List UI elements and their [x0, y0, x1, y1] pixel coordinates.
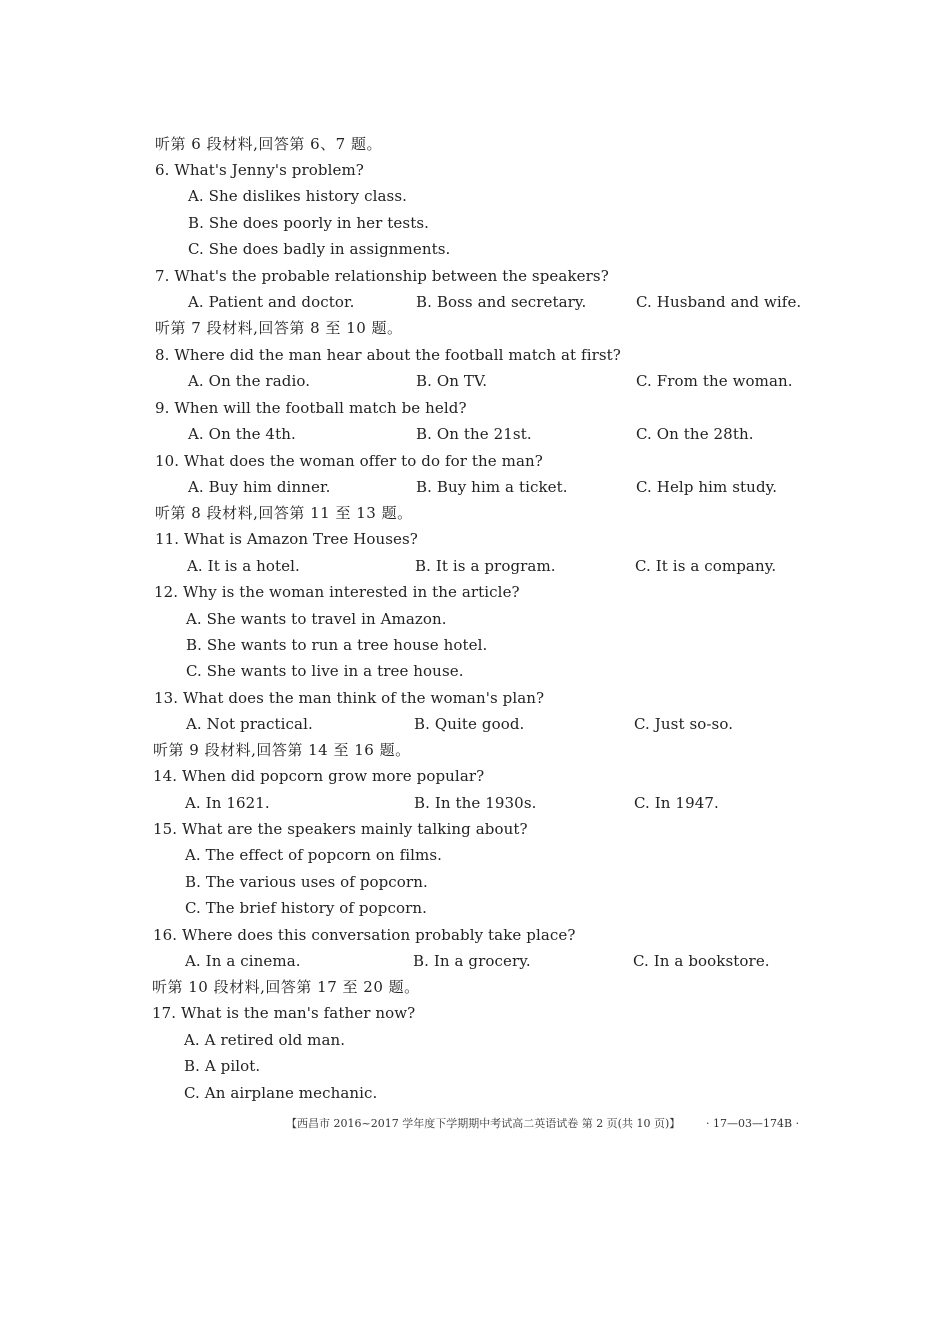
question-11-stem: 11. What is Amazon Tree Houses?: [155, 530, 418, 548]
question-11-option-a: A. It is a hotel.: [187, 557, 300, 575]
question-13-option-c: C. Just so-so.: [634, 715, 734, 733]
question-15-option-c: C. The brief history of popcorn.: [185, 899, 427, 917]
question-11-options: [0, 554, 950, 578]
question-14-option-b: B. In the 1930s.: [414, 794, 537, 812]
question-10-option-b: B. Buy him a ticket.: [416, 478, 568, 496]
question-12-option-b: B. She wants to run a tree house hotel.: [186, 636, 488, 654]
question-14-option-c: C. In 1947.: [634, 794, 719, 812]
question-17-option-a: A. A retired old man.: [184, 1031, 346, 1049]
question-16-option-a: A. In a cinema.: [185, 952, 301, 970]
question-10-option-c: C. Help him study.: [636, 478, 778, 496]
question-7-option-a: A. Patient and doctor.: [188, 293, 355, 311]
question-16-option-b: B. In a grocery.: [413, 952, 531, 970]
question-15-option-a: A. The effect of popcorn on films.: [185, 846, 443, 864]
section-heading: 听第 7 段材料,回答第 8 至 10 题。: [155, 319, 403, 337]
question-16-stem: 16. Where does this conversation probably take place?: [153, 926, 576, 944]
question-6-stem: 6. What's Jenny's problem?: [155, 161, 364, 179]
question-12-option-a: A. She wants to travel in Amazon.: [186, 610, 447, 628]
question-12-stem: 12. Why is the woman interested in the article?: [154, 583, 520, 601]
question-7-option-b: B. Boss and secretary.: [416, 293, 587, 311]
question-15-option-b: B. The various uses of popcorn.: [185, 873, 428, 891]
page-footer-code: · 17—03—174B ·: [706, 1117, 800, 1130]
question-11-option-b: B. It is a program.: [415, 557, 556, 575]
question-8-option-c: C. From the woman.: [636, 372, 793, 390]
question-16-option-c: C. In a bookstore.: [633, 952, 770, 970]
section-heading: 听第 6 段材料,回答第 6、7 题。: [155, 135, 382, 153]
question-8-option-a: A. On the radio.: [188, 372, 311, 390]
page-footer-title: 【西昌市 2016~2017 学年度下学期期中考试高二英语试卷 第 2 页(共 10 页)】: [286, 1117, 681, 1130]
section-heading: 听第 9 段材料,回答第 14 至 16 题。: [153, 741, 411, 759]
question-9-option-c: C. On the 28th.: [636, 425, 754, 443]
question-16-options: [0, 949, 950, 973]
question-10-option-a: A. Buy him dinner.: [188, 478, 331, 496]
question-8-option-b: B. On TV.: [416, 372, 488, 390]
question-9-option-b: B. On the 21st.: [416, 425, 532, 443]
question-13-stem: 13. What does the man think of the woman's plan?: [154, 689, 545, 707]
question-13-option-a: A. Not practical.: [186, 715, 313, 733]
question-12-option-c: C. She wants to live in a tree house.: [186, 662, 464, 680]
question-9-options: [0, 422, 950, 446]
question-10-stem: 10. What does the woman offer to do for the man?: [155, 452, 543, 470]
question-17-stem: 17. What is the man's father now?: [152, 1004, 416, 1022]
question-14-options: [0, 791, 950, 815]
question-13-options: [0, 712, 950, 736]
question-17-option-b: B. A pilot.: [184, 1057, 261, 1075]
question-9-option-a: A. On the 4th.: [188, 425, 296, 443]
question-10-options: [0, 475, 950, 499]
question-9-stem: 9. When will the football match be held?: [155, 399, 467, 417]
question-8-stem: 8. Where did the man hear about the football match at first?: [155, 346, 621, 364]
question-15-stem: 15. What are the speakers mainly talking about?: [153, 820, 528, 838]
question-14-stem: 14. When did popcorn grow more popular?: [153, 767, 485, 785]
section-heading: 听第 10 段材料,回答第 17 至 20 题。: [152, 978, 420, 996]
question-7-option-c: C. Husband and wife.: [636, 293, 802, 311]
section-heading: 听第 8 段材料,回答第 11 至 13 题。: [155, 504, 413, 522]
question-6-option-c: C. She does badly in assignments.: [188, 240, 451, 258]
question-7-stem: 7. What's the probable relationship between the speakers?: [155, 267, 609, 285]
question-6-option-b: B. She does poorly in her tests.: [188, 214, 429, 232]
question-6-option-a: A. She dislikes history class.: [188, 187, 408, 205]
question-17-option-c: C. An airplane mechanic.: [184, 1084, 378, 1102]
question-11-option-c: C. It is a company.: [635, 557, 777, 575]
question-8-options: [0, 369, 950, 393]
question-13-option-b: B. Quite good.: [414, 715, 525, 733]
question-7-options: [0, 290, 950, 314]
question-14-option-a: A. In 1621.: [185, 794, 270, 812]
